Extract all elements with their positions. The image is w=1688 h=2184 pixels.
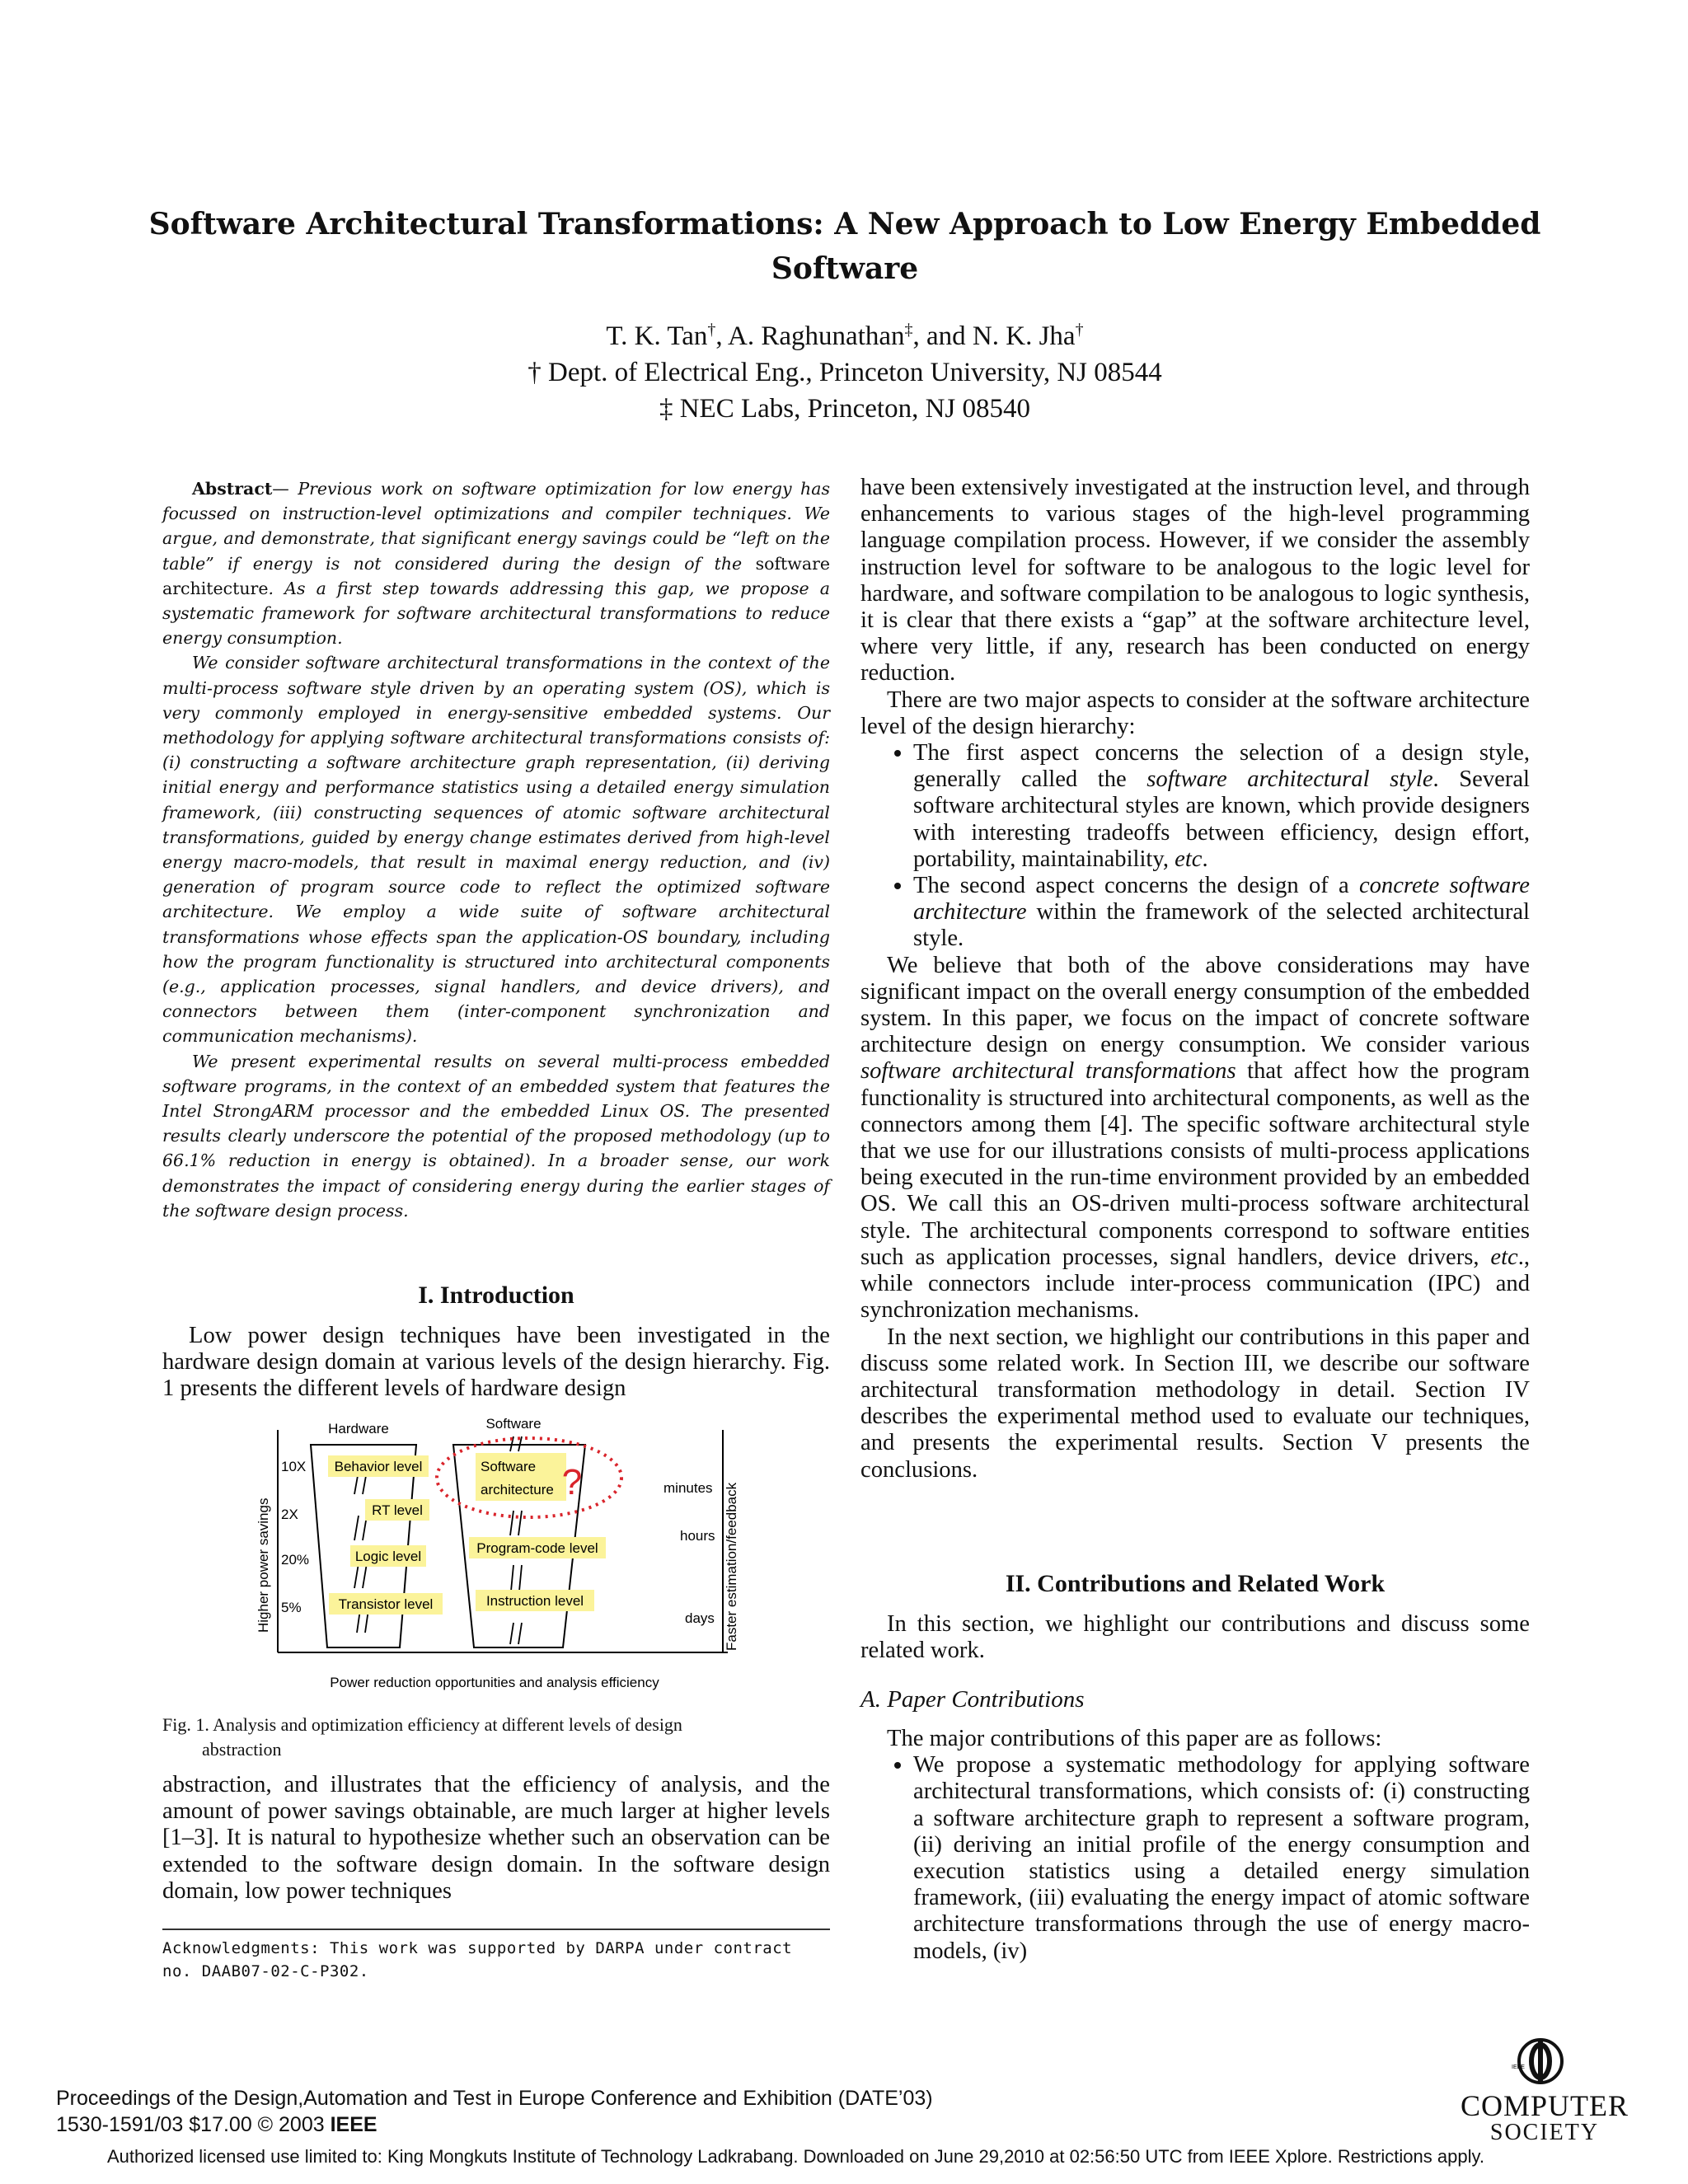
right-column (860, 475, 1530, 1483)
intro-text: abstraction, and illustrates that the efficiency of analysis, and the amount of power savings obtainable, are much larger at higher levels [1–3]. It is natural to hypothesize whether such an observation can be extended to the software design domain. In the software design domain, low power techniques (162, 1772, 830, 1904)
hardware-label: Hardware (328, 1421, 389, 1436)
body-text: software architectural transformations (860, 1058, 1236, 1085)
logo-society: SOCIETY (1489, 2120, 1600, 2145)
y-axis-right-label: Faster estimation/feedback (724, 1482, 739, 1651)
question-mark: ? (561, 1462, 583, 1502)
savings-tick: 20% (281, 1552, 310, 1568)
body-paragraph: In this section, we highlight our contributions and discuss some related work. (860, 1611, 1530, 1664)
intro-text: Low power design techniques have been investigated in the hardware design domain at various levels of the design hierarchy. Fig. 1 presents the different levels of hardware design (162, 1323, 830, 1402)
affiliation-princeton: † Dept. of Electrical Eng., Princeton University, NJ 08544 (528, 358, 1162, 387)
hw-level-label: Logic level (354, 1549, 422, 1564)
x-axis-label: Power reduction opportunities and analysis efficiency (330, 1675, 659, 1690)
author-raghunathan: , A. Raghunathan (715, 321, 905, 351)
ieee-cs-logo-icon (1512, 2036, 1566, 2087)
savings-tick: 2X (281, 1507, 298, 1522)
ack-line: no. DAAB07-02-C-P302. (162, 1962, 369, 1980)
figure-1-caption (162, 1713, 830, 1762)
acknowledgments (162, 1937, 830, 1983)
caption-line: Fig. 1. Analysis and optimization efficiency at different levels of design (162, 1714, 682, 1735)
section-heading-introduction: I. Introduction (418, 1282, 574, 1309)
software-label: Software (485, 1416, 542, 1432)
author-tan: T. K. Tan (606, 321, 708, 351)
list-text: . Several software architectural styles are known, which provide designers with interesting tradeoffs between efficiency, design effort, portability, maintainability, (913, 766, 1530, 872)
body-paragraph: There are two major aspects to consider at the software architecture level of the design hierarchy: (860, 687, 1530, 739)
list-item (913, 873, 1530, 953)
time-tick: hours (680, 1528, 715, 1544)
subsection-heading: A. Paper Contributions (860, 1686, 1085, 1713)
sw-level-label: Software (481, 1459, 537, 1474)
contribution-list (860, 1752, 1530, 1965)
hw-level-label: Transistor level (338, 1596, 434, 1612)
abstract-dash: — (272, 479, 298, 499)
affiliation-nec: ‡ NEC Labs, Princeton, NJ 08540 (659, 394, 1031, 424)
body-text: etc (1490, 1244, 1518, 1270)
affil-mark: ‡ (904, 321, 913, 339)
list-text: concrete software architecture (913, 873, 1530, 926)
body-text: ., while connectors include inter-process communication (IPC) and synchronization mechanisms. (860, 1244, 1530, 1324)
contributions-intro (860, 1611, 1530, 1664)
body-paragraph: The major contributions of this paper are as follows: (887, 1726, 1382, 1751)
sw-level-label: Program-code level (476, 1540, 598, 1556)
body-paragraph: In the next section, we highlight our contributions in this paper and discuss some related work. In Section III, we describe our software architectural transformation methodology in detail. Section IV describes the experimental method used to evaluate our techniques, and presents the experimental results. Section V presents the conclusions. (860, 1324, 1530, 1483)
author-jha: , and N. K. Jha (912, 321, 1076, 351)
sw-level-label: architecture (481, 1482, 554, 1497)
contributions-list (860, 1726, 1530, 1965)
affil-mark: † (1075, 321, 1084, 339)
caption-line: abstraction (202, 1739, 282, 1760)
savings-tick: 10X (281, 1459, 307, 1474)
affil-mark: † (707, 321, 716, 339)
body-paragraph: have been extensively investigated at the instruction level, and through enhancements to various stages of the high-level programming language compilation process. However, if we consider the assembly instruction level for software to be analogous to the logic level for hardware, and software compilation to be analogous to logic synthesis, it is clear that there exists a “gap” at the software architecture level, where very little, if any, research has been conducted on energy reduction. (860, 475, 1530, 687)
list-item: • We propose a systematic methodology for applying software architectural transformations, which consists of: (i) constructing a software architecture graph to represent a software program, (ii) deriving an initial profile of the energy consumption and execution statistics using a detailed energy simulation framework, (iii) evaluating the energy impact of atomic software architecture transformations through the use of energy macro-models, (iv) (913, 1752, 1530, 1965)
proceedings-footer (56, 2085, 933, 2138)
time-tick: minutes (663, 1480, 713, 1496)
time-tick: days (685, 1610, 715, 1626)
hw-level-label: RT level (372, 1502, 423, 1518)
aspect-list (860, 740, 1530, 953)
sw-level-label: Instruction level (485, 1593, 584, 1609)
abstract-text: . As a first step towards addressing this gap, we propose a systematic framework for software architectural transformations to reduce energy consumption. (162, 578, 830, 649)
abstract-text: Previous work on software optimization for low energy has focussed on instruction-level optimizations and compiler techniques. We argue, and demonstrate, that significant energy savings could be “left on the table” if energy is not considered during the design of the (162, 479, 830, 574)
abstract-paragraph: We consider software architectural transformations in the context of the multi-process software style driven by an operating system (OS), which is very commonly employed in energy-sensitive embedded systems. Our methodology for applying software architectural transformations consists of: (i) constructing a software architecture graph representation, (ii) deriving initial energy and performance statistics using a detailed energy simulation framework, (iii) constructing sequences of atomic software architectural transformations, guided by energy change estimates derived from high-level energy macro-models, that result in maximal energy reduction, and (iv) generation of program source code to reflect the optimized software architecture. We employ a wide suite of software architectural transformations whose effects span the application-OS boundary, including how the program functionality is structured into architectural components (e.g., application processes, signal handlers, and device drivers), and connectors between them (inter-component synchronization and communication mechanisms). (162, 653, 830, 1047)
proceedings-line (56, 2111, 933, 2138)
list-text: The second aspect concerns the design of a (913, 873, 1359, 899)
affiliations (124, 354, 1566, 427)
abstract-text: software architecture (162, 553, 830, 598)
abstract (162, 476, 830, 1223)
ieee-text: IEEE (330, 2113, 377, 2136)
body-text: that affect how the program functionality is structured into architectural components, as well as the connectors among them [4]. The specific software architectural style that we use for our illustrations consists of multi-process applications being executed in the run-time environment provided by an embedded OS. We call this an OS-driven multi-process software architectural style. The architectural components correspond to software entities such as application processes, signal handlers, device drivers, (860, 1058, 1530, 1270)
ack-line: Acknowledgments: This work was supported by DARPA under contract (162, 1939, 793, 1957)
abstract-label: Abstract (192, 479, 273, 499)
logo-computer: COMPUTER (1460, 2089, 1629, 2122)
section-heading-contributions: II. Contributions and Related Work (1005, 1570, 1386, 1597)
list-text: etc (1175, 846, 1203, 872)
hw-level-label: Behavior level (334, 1459, 423, 1474)
savings-tick: 5% (281, 1600, 302, 1615)
logo-ieee-small: IEEE (1512, 2064, 1525, 2070)
footnote-rule (162, 1929, 830, 1930)
list-text: within the framework of the selected architectural style. (913, 899, 1530, 952)
abstract-paragraph: We present experimental results on several multi-process embedded software programs, in the context of an embedded system that features the Intel StrongARM processor and the embedded Linux OS. The presented results clearly underscore the potential of the proposed methodology (up to 66.1% reduction in energy is obtained). In a broader sense, our work demonstrates the impact of considering energy during the earlier stages of the software design process. (162, 1051, 830, 1221)
list-item (913, 740, 1530, 873)
author-list (124, 312, 1566, 354)
issn-text: 1530-1591/03 $17.00 © 2003 (56, 2113, 331, 2136)
list-text: The first aspect concerns the selection of a design style, generally called the (913, 740, 1530, 793)
y-axis-left-label: Higher power savings (256, 1497, 271, 1633)
figure-1-diagram (251, 1412, 738, 1700)
paper-title: Software Architectural Transformations: A New Approach to Low Energy Embedded Software (148, 207, 1541, 286)
list-text: software architectural style (1146, 766, 1433, 793)
intro-paragraph-1 (162, 1323, 830, 1403)
body-paragraph (860, 953, 1530, 1324)
list-text: . (1202, 846, 1208, 872)
intro-paragraph-2 (162, 1772, 830, 1905)
authorized-use-notice: Authorized licensed use limited to: King Mongkuts Institute of Technology Ladkrabang. Downloaded on June 29,2010 at 02:56:50 UTC from IEEE Xplore. Restrictions apply. (107, 2146, 1484, 2167)
proceedings-line: Proceedings of the Design,Automation and Test in Europe Conference and Exhibition (DATE’03) (56, 2087, 933, 2110)
body-text: We believe that both of the above considerations may have significant impact on the overall energy consumption of the embedded system. In this paper, we focus on the impact of concrete software architecture design on energy consumption. We consider various (860, 952, 1530, 1058)
